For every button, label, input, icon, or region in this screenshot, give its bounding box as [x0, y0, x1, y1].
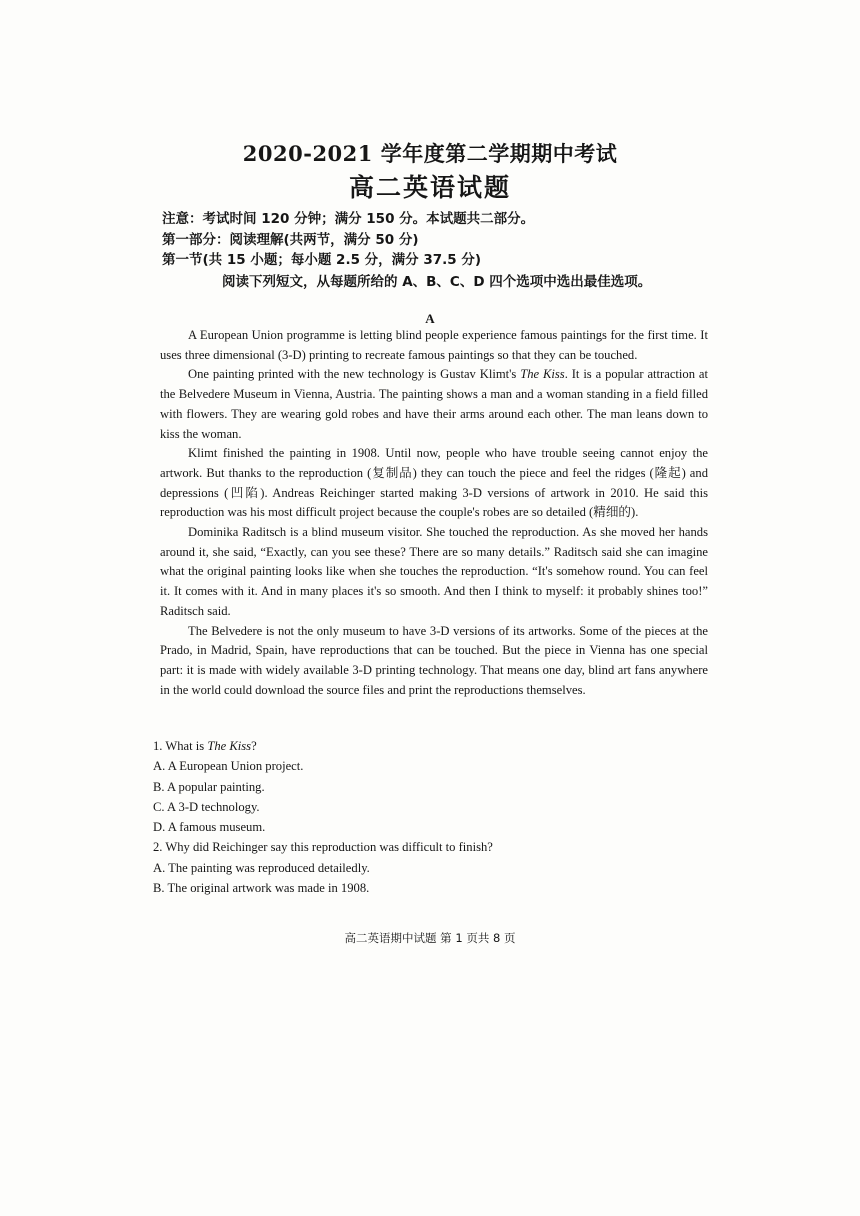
q2-option-b: B. The original artwork was made in 1908.	[153, 881, 370, 896]
section-direction: 阅读下列短文，从每题所给的 A、B、C、D 四个选项中选出最佳选项。	[222, 274, 652, 290]
passage-paragraph-4: Dominika Raditsch is a blind museum visitor. She touched the reproduction. As she moved her hands around it, she said, “Exactly, can you see these? There are so many details.” Raditsch said she can imagine what the original painting looks like when she touches the reproduction. “It's somehow round. You can feel it. It comes with it. And in many places it's so smooth. And then I think to myself: it probably shines too!” Raditsch said.	[160, 525, 708, 618]
q1-option-c: C. A 3-D technology.	[153, 799, 260, 814]
q1-text-before: 1. What is	[153, 739, 208, 753]
exam-note: 注意：考试时间 120 分钟；满分 150 分。本试题共二部分。	[162, 211, 535, 227]
subject-title: 高二英语试题	[348, 173, 511, 202]
q1-option-d: D. A famous museum.	[153, 820, 266, 835]
p2-text-before: One painting printed with the new technology is Gustav Klimt's	[188, 367, 521, 382]
part1-heading: 第一部分：阅读理解(共两节，满分 50 分)	[162, 232, 419, 248]
q1-text-after: ?	[251, 739, 257, 753]
passage-paragraph-5: The Belvedere is not the only museum to have 3-D versions of its artworks. Some of the pieces at the Prado, in Madrid, Spain, have reproductions that can be touched. But the piece in Vienna has one special part: it is made with widely available 3-D printing technology. That means one day, blind art fans anywhere in the world could download the source files and print the reproductions themselves.	[160, 623, 708, 697]
p2-text-after: . It is a popular attraction at the Belvedere Museum in Vienna, Austria. The painting shows a man and a woman standing in a field filled with flowers. They are wearing gold robes and have their arms around each other. The man leans down to kiss the woman.	[160, 367, 708, 441]
q1-option-a: A. A European Union project.	[153, 759, 304, 774]
reading-passage	[160, 326, 708, 700]
q2-option-a: A. The painting was reproduced detailedly.	[153, 860, 370, 875]
passage-paragraph-1: A European Union programme is letting blind people experience famous paintings for the first time. It uses three dimensional (3-D) printing to recreate famous paintings so that they can be touched.	[160, 328, 708, 362]
question-2: 2. Why did Reichinger say this reproduction was difficult to finish?	[153, 840, 493, 855]
q1-option-b: B. A popular painting.	[153, 779, 265, 794]
passage-letter: A	[425, 311, 435, 326]
exam-title: 2020-2021 学年度第二学期期中考试	[242, 141, 618, 166]
question-1	[153, 736, 713, 756]
painting-title: The Kiss	[520, 367, 565, 382]
page-footer: 高二英语期中试题 第 1 页共 8 页	[344, 931, 516, 945]
section1-heading: 第一节(共 15 小题；每小题 2.5 分，满分 37.5 分)	[162, 252, 482, 268]
q1-title: The Kiss	[207, 739, 252, 753]
passage-paragraph-2	[160, 365, 708, 444]
question-list	[153, 736, 713, 898]
passage-paragraph-3: Klimt finished the painting in 1908. Until now, people who have trouble seeing cannot enjoy the artwork. But thanks to the reproduction (复制品) they can touch the piece and feel the ridges (隆起) and depressions (凹陷). Andreas Reichinger started making 3-D versions of artwork in 2010. He said this reproduction was his most difficult project because the couple's robes are so detailed (精细的).	[160, 446, 708, 520]
